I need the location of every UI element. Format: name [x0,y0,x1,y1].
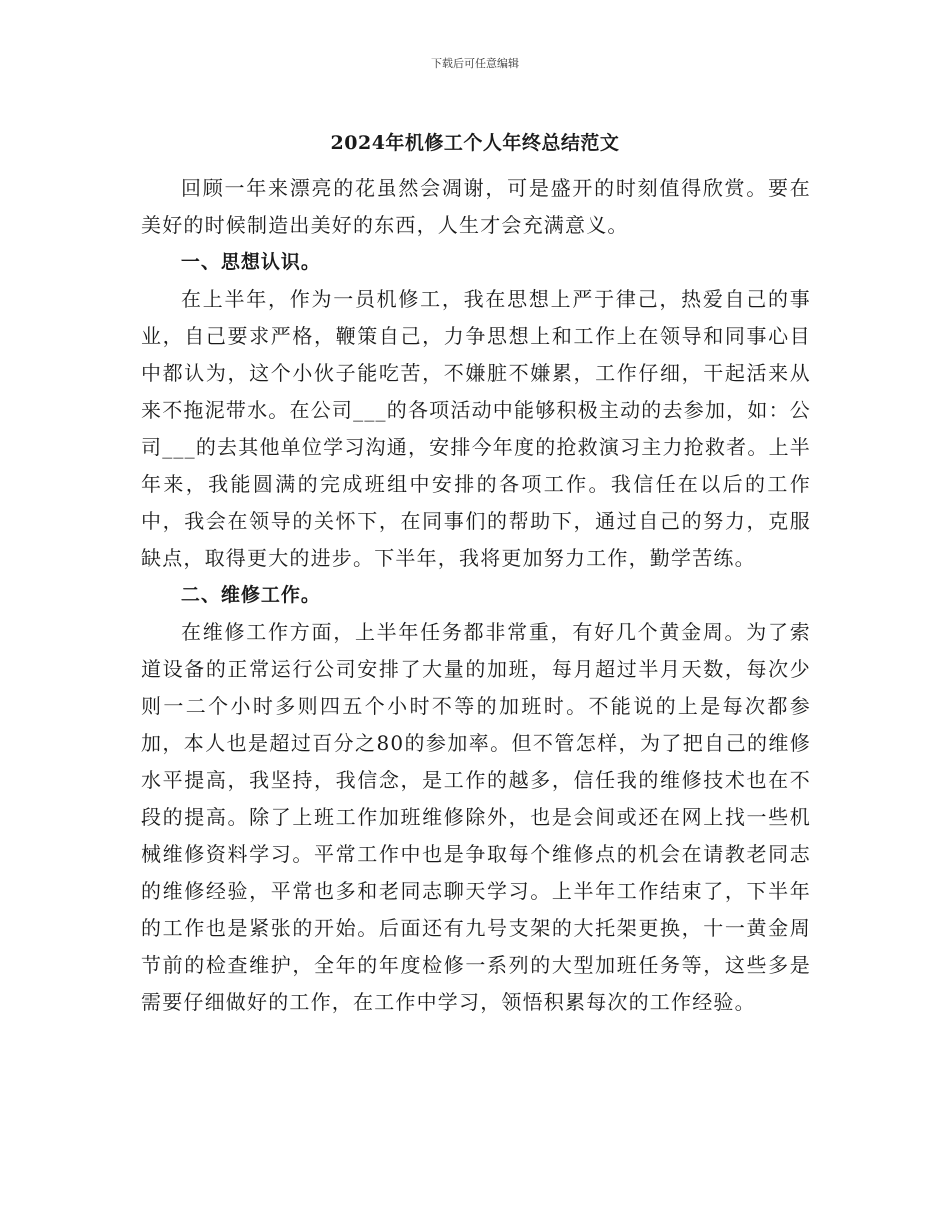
section-paragraph-thought: 在上半年，作为一员机修工，我在思想上严于律己，热爱自己的事业，自己要求严格，鞭策自己，力争思想上和工作上在领导和同事心目中都认为，这个小伙子能吃苦，不嫌脏不嫌累，工作仔细，干起活来从来不拖泥带水。在公司___的各项活动中能够积极主动的去参加，如：公司___的去其他单位学习沟通，安排今年度的抢救演习主力抢救者。上半年来，我能圆满的完成班组中安排的各项工作。我信任在以后的工作中，我会在领导的关怀下，在同事们的帮助下，通过自己的努力，克服缺点，取得更大的进步。下半年，我将更加努力工作，勤学苦练。 [141,287,811,570]
intro-paragraph: 回顾一年来漂亮的花虽然会凋谢，可是盛开的时刻值得欣赏。要在美好的时候制造出美好的东西，人生才会充满意义。 [141,176,811,237]
section-heading-thought: 一、思想认识。 [180,251,321,273]
header-note: 下载后可任意编辑 [431,57,519,70]
section-paragraph-maintenance: 在维修工作方面，上半年任务都非常重，有好几个黄金周。为了索道设备的正常运行公司安排了大量的加班，每月超过半月天数，每次少则一二个小时多则四五个小时不等的加班时。不能说的上是每次都参加，本人也是超过百分之80的参加率。但不管怎样，为了把自己的维修水平提高，我坚持，我信念，是工作的越多，信任我的维修技术也在不段的提高。除了上班工作加班维修除外，也是会间或还在网上找一些机械维修资料学习。平常工作中也是争取每个维修点的机会在请教老同志的维修经验，平常也多和老同志聊天学习。上半年工作结束了，下半年的工作也是紧张的开始。后面还有九号支架的大托架更换，十一黄金周节前的检查维护，全年的年度检修一系列的大型加班任务等，这些多是需要仔细做好的工作，在工作中学习，领悟积累每次的工作经验。 [141,620,811,1014]
document-title: 2024年机修工个人年终总结范文 [330,132,620,154]
document-body [141,170,811,1021]
section-heading-maintenance: 二、维修工作。 [180,584,321,606]
